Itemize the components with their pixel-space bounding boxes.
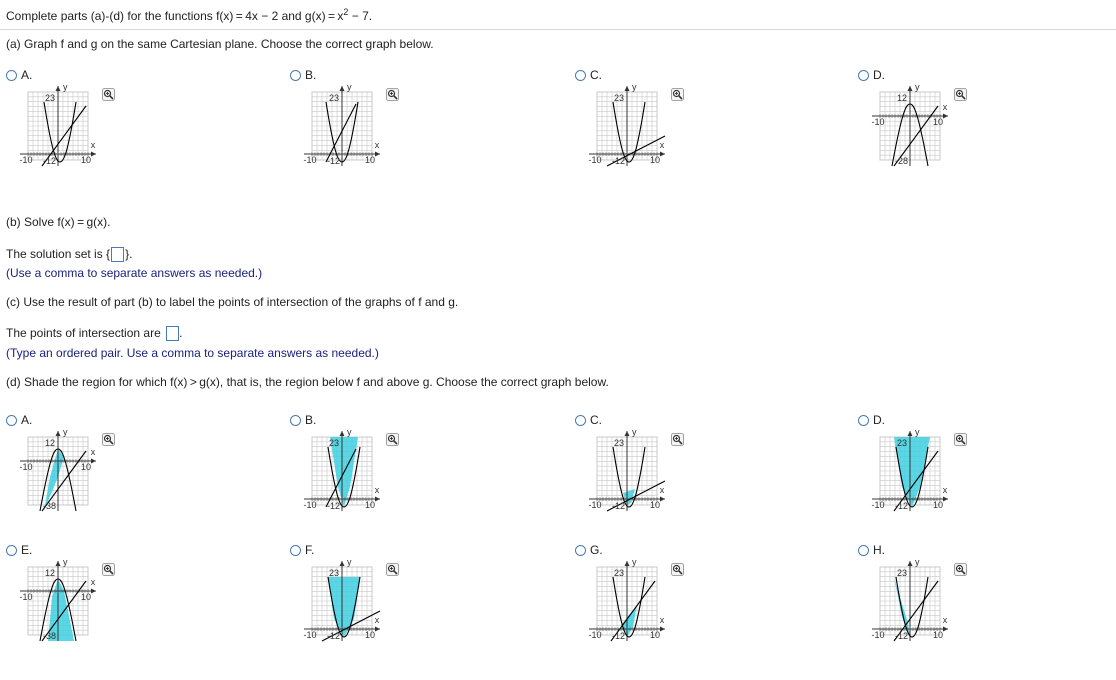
x-axis-label: x [659, 615, 665, 625]
option-letter: B. [305, 68, 317, 82]
y-min-label: -12 [611, 631, 625, 641]
y-axis-label: y [63, 429, 68, 437]
part_a-options-2-graph [587, 84, 671, 194]
magnifier-zoom-icon[interactable] [954, 563, 967, 576]
part-d-prompt: (d) Shade the region for which f(x) > g(x), that is, the region below f and above g. Choose the correct graph below. [6, 375, 609, 389]
magnifier-zoom-icon[interactable] [102, 433, 115, 446]
part_d-options-3-graph [870, 429, 954, 539]
option-letter: G. [590, 543, 603, 557]
y-max-label: 23 [328, 93, 339, 103]
y-max-label: 23 [328, 438, 339, 448]
part_d-options-0-graph [18, 429, 102, 539]
x-axis-label: x [374, 485, 380, 495]
y-min-label: -12 [894, 631, 908, 641]
x-axis-label: x [659, 140, 665, 150]
graph-svg [302, 84, 386, 194]
y-max-label: 12 [44, 568, 55, 578]
option-a[interactable] [6, 68, 32, 82]
part_d-options-7-graph [870, 559, 954, 669]
y-min-label: -38 [42, 631, 56, 641]
option-letter: H. [873, 543, 885, 557]
part_d-options-4-graph [18, 559, 102, 669]
y-min-label: -28 [894, 156, 908, 166]
y-axis-label: y [63, 559, 68, 567]
radio-button[interactable] [575, 415, 586, 426]
radio-button[interactable] [575, 545, 586, 556]
graph-svg [870, 429, 954, 539]
x-min-label: -10 [19, 155, 33, 165]
graph-svg [587, 559, 671, 669]
option-c[interactable] [575, 413, 602, 427]
graph-svg [302, 559, 386, 669]
x-axis-label: x [942, 485, 948, 495]
magnifier-zoom-icon[interactable] [386, 88, 399, 101]
y-axis-label: y [915, 559, 920, 567]
x-min-label: -10 [871, 500, 885, 510]
option-d[interactable] [858, 68, 885, 82]
x-axis-label: x [659, 485, 665, 495]
option-c[interactable] [575, 68, 602, 82]
option-letter: E. [21, 543, 33, 557]
option-letter: C. [590, 413, 602, 427]
y-max-label: 23 [613, 438, 624, 448]
question-header [6, 7, 372, 23]
y-min-label: -12 [326, 501, 340, 511]
radio-button[interactable] [858, 545, 869, 556]
x-min-label: -10 [871, 117, 885, 127]
x-max-label: 10 [80, 155, 92, 165]
y-axis-label: y [632, 84, 637, 92]
y-axis-label: y [915, 429, 920, 437]
part_d-options-6-graph [587, 559, 671, 669]
magnifier-zoom-icon[interactable] [671, 433, 684, 446]
y-axis-label: y [347, 559, 352, 567]
graph-svg [18, 559, 102, 669]
part-b-prompt: (b) Solve f(x) = g(x). [6, 215, 111, 229]
radio-button[interactable] [290, 70, 301, 81]
y-axis-label: y [632, 429, 637, 437]
x-axis-label: x [374, 140, 380, 150]
graph-svg [18, 84, 102, 194]
y-axis-label: y [63, 84, 68, 92]
header-prefix: Complete parts (a)-(d) for the functions f(x) = 4x − 2 and g(x) = x [6, 9, 344, 23]
x-axis-label: x [90, 140, 96, 150]
option-b[interactable] [290, 68, 316, 82]
option-d[interactable] [858, 413, 885, 427]
y-max-label: 23 [44, 93, 55, 103]
graph-svg [587, 429, 671, 539]
y-axis-label: y [915, 84, 920, 92]
part_a-options-0-graph [18, 84, 102, 194]
x-axis-label: x [942, 615, 948, 625]
y-max-label: 12 [896, 93, 907, 103]
radio-button[interactable] [290, 415, 301, 426]
x-max-label: 10 [80, 592, 92, 602]
y-max-label: 23 [896, 568, 907, 578]
x-max-label: 10 [80, 462, 92, 472]
solution-set-input[interactable] [111, 247, 124, 262]
y-min-label: -12 [611, 501, 625, 511]
y-min-label: -38 [42, 501, 56, 511]
x-min-label: -10 [588, 630, 602, 640]
radio-button[interactable] [575, 70, 586, 81]
x-min-label: -10 [19, 592, 33, 602]
magnifier-zoom-icon[interactable] [102, 563, 115, 576]
header-exponent: 2 [343, 7, 349, 17]
part_d-options-5-graph [302, 559, 386, 669]
part_d-options-2-graph [587, 429, 671, 539]
part-a-prompt: (a) Graph f and g on the same Cartesian plane. Choose the correct graph below. [6, 37, 434, 51]
x-max-label: 10 [364, 155, 376, 165]
magnifier-zoom-icon[interactable] [671, 563, 684, 576]
y-axis-label: y [632, 559, 637, 567]
radio-button[interactable] [6, 545, 17, 556]
x-min-label: -10 [588, 155, 602, 165]
radio-button[interactable] [6, 70, 17, 81]
x-max-label: 10 [649, 155, 661, 165]
option-letter: B. [305, 413, 317, 427]
magnifier-zoom-icon[interactable] [671, 88, 684, 101]
option-e[interactable] [6, 543, 32, 557]
graph-svg [870, 84, 954, 194]
y-max-label: 23 [613, 93, 624, 103]
part-c-prompt: (c) Use the result of part (b) to label the points of intersection of the graphs of f and g. [6, 295, 459, 309]
option-h[interactable] [858, 543, 885, 557]
part_d-options-1-graph [302, 429, 386, 539]
intersection-prefix: The points of intersection are [6, 326, 161, 340]
graph-svg [587, 84, 671, 194]
graph-svg [870, 559, 954, 669]
x-min-label: -10 [303, 630, 317, 640]
x-min-label: -10 [303, 155, 317, 165]
option-letter: A. [21, 68, 33, 82]
radio-button[interactable] [290, 545, 301, 556]
option-f[interactable] [290, 543, 314, 557]
x-min-label: -10 [303, 500, 317, 510]
part_a-options-1-graph [302, 84, 386, 194]
option-letter: D. [873, 413, 885, 427]
y-min-label: -12 [42, 156, 56, 166]
intersection-input[interactable] [166, 326, 179, 341]
magnifier-zoom-icon[interactable] [386, 433, 399, 446]
x-axis-label: x [90, 447, 96, 457]
radio-button[interactable] [858, 415, 869, 426]
option-letter: F. [305, 543, 315, 557]
y-min-label: -12 [326, 631, 340, 641]
solution-set-hint: (Use a comma to separate answers as needed.) [6, 266, 263, 280]
magnifier-zoom-icon[interactable] [954, 433, 967, 446]
y-min-label: -12 [894, 501, 908, 511]
x-max-label: 10 [364, 630, 376, 640]
graph-svg [302, 429, 386, 539]
x-max-label: 10 [649, 630, 661, 640]
x-max-label: 10 [649, 500, 661, 510]
magnifier-zoom-icon[interactable] [954, 88, 967, 101]
option-b[interactable] [290, 413, 316, 427]
x-max-label: 10 [932, 117, 944, 127]
option-letter: D. [873, 68, 885, 82]
option-g[interactable] [575, 543, 603, 557]
solution-set-line [6, 247, 132, 262]
x-max-label: 10 [932, 630, 944, 640]
magnifier-zoom-icon[interactable] [102, 88, 115, 101]
y-max-label: 23 [896, 438, 907, 448]
option-letter: C. [590, 68, 602, 82]
y-max-label: 12 [44, 438, 55, 448]
intersection-line [6, 326, 182, 341]
solution-set-suffix: }. [125, 247, 133, 261]
radio-button[interactable] [6, 415, 17, 426]
x-min-label: -10 [588, 500, 602, 510]
option-letter: A. [21, 413, 33, 427]
y-axis-label: y [347, 429, 352, 437]
x-axis-label: x [90, 577, 96, 587]
y-axis-label: y [347, 84, 352, 92]
y-max-label: 23 [613, 568, 624, 578]
graph-svg [18, 429, 102, 539]
y-min-label: -12 [611, 156, 625, 166]
intersection-suffix: . [179, 326, 183, 340]
y-max-label: 23 [328, 568, 339, 578]
header-divider [0, 29, 1116, 30]
magnifier-zoom-icon[interactable] [386, 563, 399, 576]
part_a-options-3-graph [870, 84, 954, 194]
x-axis-label: x [374, 615, 380, 625]
x-min-label: -10 [19, 462, 33, 472]
x-axis-label: x [942, 102, 948, 112]
y-min-label: -12 [326, 156, 340, 166]
x-max-label: 10 [364, 500, 376, 510]
x-min-label: -10 [871, 630, 885, 640]
intersection-hint: (Type an ordered pair. Use a comma to separate answers as needed.) [6, 346, 379, 360]
x-max-label: 10 [932, 500, 944, 510]
option-a[interactable] [6, 413, 32, 427]
solution-set-prefix: The solution set is { [6, 247, 111, 261]
radio-button[interactable] [858, 70, 869, 81]
header-suffix: − 7. [348, 9, 373, 23]
